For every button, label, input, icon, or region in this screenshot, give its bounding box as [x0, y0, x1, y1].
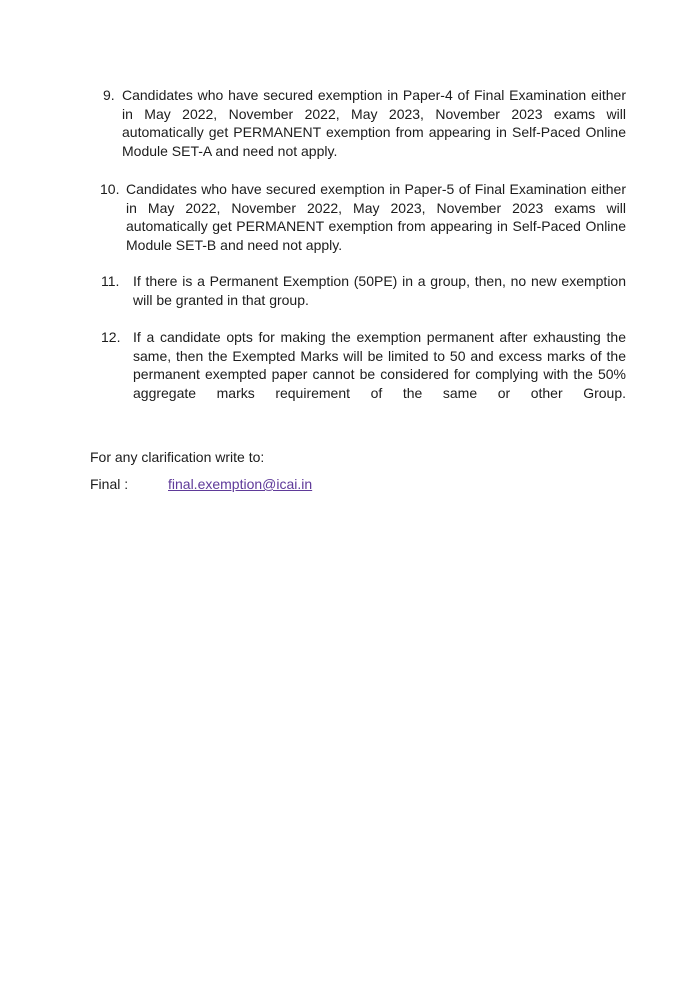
list-item [101, 328, 626, 402]
list-item-text: If a candidate opts for making the exemption permanent after exhausting the same, then the Exempted Marks will be limited to 50 and excess marks of the permanent exempted paper cannot be considered for complying with the 50% aggregate marks requirement of the same or other Group. [133, 329, 626, 401]
clarification-text: For any clarification write to: [90, 449, 265, 465]
list-item [103, 86, 626, 160]
list-item-text: Candidates who have secured exemption in Paper-5 of Final Examination either in May 2022, November 2022, May 2023, November 2023 exams will automatically get PERMANENT exemption from appearing in Self-Paced Online Module SET-B and need not apply. [126, 181, 626, 253]
contact-line [90, 475, 630, 494]
list-item-number: 9. [103, 87, 115, 103]
list-item [100, 180, 626, 254]
contact-label: Final : [90, 476, 129, 492]
list-item-number: 11. [101, 273, 120, 289]
list-item [101, 272, 626, 309]
list-item-number: 10. [100, 181, 120, 197]
list-item-text: If there is a Permanent Exemption (50PE) in a group, then, no new exemption will be granted in that group. [133, 273, 626, 308]
email-link[interactable]: final.exemption@icai.in [168, 476, 313, 492]
list-item-number: 12. [101, 329, 121, 345]
list-item-text: Candidates who have secured exemption in Paper-4 of Final Examination either in May 2022, November 2022, May 2023, November 2023 exams will automatically get PERMANENT exemption from appearing in Self-Paced Online Module SET-A and need not apply. [122, 87, 626, 159]
